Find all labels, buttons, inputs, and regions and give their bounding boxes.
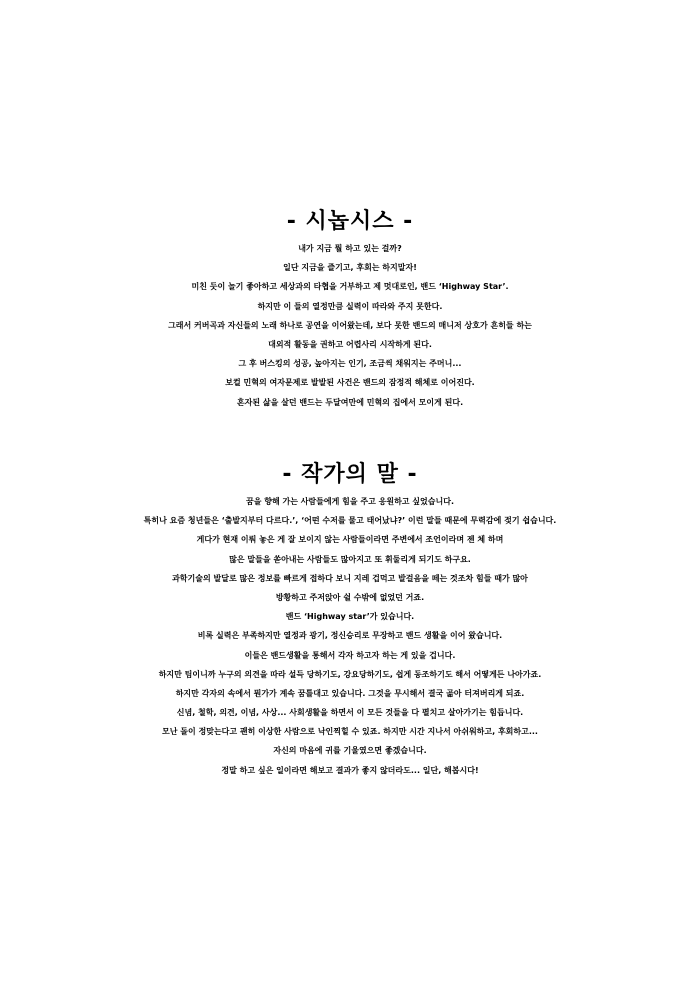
author-note-section: [0, 458, 700, 780]
synopsis-line: 대외적 활동을 권하고 어렵사리 시작하게 된다.: [268, 339, 432, 349]
author-note-body: [0, 492, 700, 780]
synopsis-title: - 시놉시스 -: [286, 209, 414, 234]
synopsis-line: 그래서 커버곡과 자신들의 노래 하나로 공연을 이어왔는데, 보다 못한 밴드의 매니저 상호가 흔히들 하는: [168, 320, 532, 330]
author-note-line: 모난 돌이 정맞는다고 괜히 이상한 사람으로 낙인찍힐 수 있죠. 하지만 시간 지나서 아쉬워하고, 후회하고...: [162, 727, 538, 737]
author-note-line: 많은 말들을 쏟아내는 사람들도 많아지고 또 휘둘리게 되기도 하구요.: [229, 554, 471, 564]
author-note-line: 특히나 요즘 청년들은 ‘출발지부터 다르다.’, ‘어떤 수저를 물고 태어났냐?’ 이런 말들 때문에 무력감에 젖기 쉽습니다.: [143, 516, 557, 526]
author-note-line: 하지만 각자의 속에서 뭔가가 계속 꿈틀대고 있습니다. 그것을 무시해서 결국 곪아 터져버리게 되죠.: [175, 688, 525, 698]
author-note-title: - 작가의 말 -: [282, 462, 418, 487]
synopsis-line: 혼자된 삶을 살던 밴드는 두달여만에 민혁의 집에서 모이게 된다.: [236, 397, 464, 407]
synopsis-line: 보컬 민혁의 여자문제로 발발된 사건은 밴드의 잠정적 해체로 이어진다.: [225, 378, 475, 388]
author-note-line: 과학기술의 발달로 많은 정보를 빠르게 접하다 보니 지레 겁먹고 발걸음을 떼는 것조차 힘들 때가 많아: [172, 573, 528, 583]
synopsis-line: 내가 지금 뭘 하고 있는 걸까?: [298, 244, 402, 253]
synopsis-line: 그 후 버스킹의 성공, 높아지는 인기, 조금씩 채워지는 주머니...: [238, 359, 462, 369]
author-note-line: 신념, 철학, 의견, 이념, 사상... 사회생활을 하면서 이 모든 것들을 다 펼치고 살아가기는 힘듭니다.: [176, 708, 524, 718]
author-note-line: 방황하고 주저앉아 쉴 수밖에 없었던 거죠.: [275, 592, 425, 602]
author-note-line: 자신의 마음에 귀를 기울였으면 좋겠습니다.: [273, 746, 427, 756]
author-note-line: 정말 하고 싶은 일이라면 해보고 결과가 좋지 않더라도... 일단, 해봅시다!: [221, 765, 479, 775]
synopsis-line: 일단 지금을 즐기고, 후회는 하지말자!: [283, 263, 417, 273]
synopsis-line: 하지만 이 들의 열정만큼 실력이 따라와 주지 못한다.: [257, 301, 443, 311]
synopsis-body: [0, 239, 700, 412]
author-note-line: 꿈을 향해 가는 사람들에게 힘을 주고 응원하고 싶었습니다.: [245, 497, 454, 506]
author-note-line: 하지만 팀이니까 누구의 의견을 따라 설득 당하기도, 강요당하기도, 쉽게 동조하기도 해서 어떻게든 나아가죠.: [158, 669, 542, 679]
synopsis-section: [0, 205, 700, 412]
author-note-line: 이들은 밴드생활을 통해서 각자 하고자 하는 게 있을 겁니다.: [244, 650, 456, 660]
author-note-line: 게다가 현재 이뤄 놓은 게 잘 보이지 않는 사람들이라면 주변에서 조언이라며 젠 체 하며: [196, 535, 504, 545]
author-note-line: 비록 실력은 부족하지만 열정과 광기, 정신승리로 무장하고 밴드 생활을 이어 왔습니다.: [197, 631, 503, 641]
synopsis-line: 미친 듯이 놀기 좋아하고 세상과의 타협을 거부하고 제 멋대로인, 밴드 ‘Highway Star’.: [191, 282, 509, 292]
author-note-line: 밴드 ‘Highway star’가 있습니다.: [285, 612, 415, 622]
